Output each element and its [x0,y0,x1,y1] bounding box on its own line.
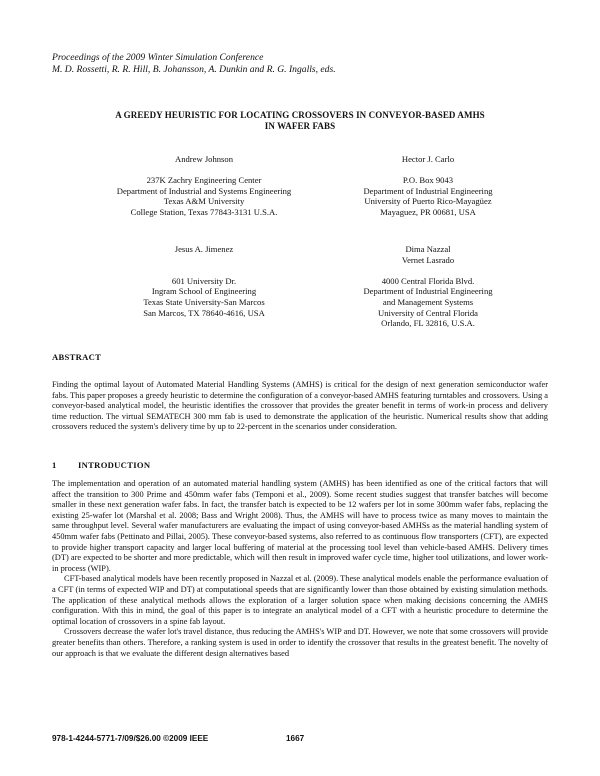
author-name: Andrew Johnson [174,154,233,164]
section-title: INTRODUCTION [78,460,151,470]
author-address-line: P.O. Box 9043 [402,175,454,186]
author-address-line: Department of Industrial and Systems Engineering [116,185,292,196]
author-address-line: Texas A&M University [163,196,245,207]
author-name: Dima Nazzal [405,244,451,254]
paper-title-line-1: A GREEDY HEURISTIC FOR LOCATING CROSSOVERS IN CONVEYOR-BASED AMHS [115,110,485,120]
proceedings-editors: M. D. Rossetti, R. R. Hill, B. Johansson, A. Dunkin and R. G. Ingalls, eds. [52,64,336,75]
author-address-line: University of Central Florida [377,307,478,318]
proceedings-title: Proceedings of the 2009 Winter Simulation Conference [52,52,264,63]
author-address-line: and Management Systems [382,296,474,307]
abstract-text: Finding the optimal layout of Automated Material Handling Systems (AMHS) is critical for the design of next generation semiconductor wafer fabs. This paper proposes a greedy heuristic to determine the configuration of a conveyor-based AMHS featuring turntables and crossovers. Using a conveyor-based analytical model, the heuristic identifies the crossover that provides the greater benefit in terms of work-in process and delivery time reduction. The virtual SEMATECH 300 mm fab is used to demonstrate the application of the heuristic. Numerical results show that adding crossovers reduced the system's delivery time by up to 22-percent in the scenarios under consideration. [52,380,548,432]
introduction-paragraph: Crossovers decrease the wafer lot's travel distance, thus reducing the AMHS's WIP and DT. However, we note that some crossovers will provide greater benefits than others. Therefore, a ranking system is used in order to identify the crossover that results in the greatest benefit. The novelty of our approach is that we evaluate the different design alternatives based [52,627,548,658]
author-address-line: Texas State University-San Marcos [143,296,265,307]
introduction-paragraph: The implementation and operation of an automated material handling system (AMHS) has been identified as one of the critical factors that will affect the transition to 300 Prime and 450mm wafer fabs (Temponi et al., 2009). Some recent studies suggest that transfer batches will become smaller in these next generation wafer fabs. In fact, the transfer batch is expected to be 12 wafers per lot in some 300mm wafer fabs, replacing the existing 25-wafer lot (Marshal et al. 2008; Bass and Wright 2008). Thus, the AMHS will have to process twice as many moves to maintain the same throughput level. Several wafer manufacturers are evaluating the impact of using conveyor-based AMHSs as the material handling system of 450mm wafer fabs (Pettinato and Pillai, 2005). These conveyor-based systems, also referred to as continuous flow transporters (CFT), are expected to provide higher transport capacity and larger local buffering of material at the processing tool level than vehicle-based AMHS. Delivery times (DT) are expected to be shorter and more predictable, which will then result in improved wafer cycle time, higher tool utilizations, and lower work-in process (WIP). [52,479,548,573]
paper-title [60,110,540,132]
proceedings-header [52,52,552,76]
author-name: Jesus A. Jimenez [174,244,234,254]
paper-title-line-2: IN WAFER FABS [264,121,336,131]
author-name-secondary: Vernet Lasrado [401,254,455,265]
author-block-carlo [318,154,538,218]
introduction-heading [52,460,150,470]
abstract-heading: ABSTRACT [52,352,102,362]
footer-isbn: 978-1-4244-5771-7/09/$26.00 ©2009 IEEE [52,734,209,743]
author-address-line: 4000 Central Florida Blvd. [381,275,475,286]
author-name: Hector J. Carlo [401,154,455,164]
author-address-line: Department of Industrial Engineering [363,185,493,196]
introduction-body [52,479,548,659]
author-address-line: Ingram School of Engineering [151,286,257,297]
section-number: 1 [52,460,57,470]
author-address-line: Mayaguez, PR 00681, USA [380,206,476,217]
author-block-nazzal-lasrado [318,244,538,329]
author-address-line: 237K Zachry Engineering Center [146,175,262,186]
author-address-line: Orlando, FL 32816, U.S.A. [381,318,475,329]
author-address-line: San Marcos, TX 78640-4616, USA [143,307,265,318]
author-address-line: Department of Industrial Engineering [363,286,493,297]
author-address-line: College Station, Texas 77843-3131 U.S.A. [130,206,278,217]
author-address-line: University of Puerto Rico-Mayagüez [364,196,492,207]
author-block-jimenez [94,244,314,318]
page-number: 1667 [286,734,305,743]
author-block-johnson [94,154,314,218]
author-address-line: 601 University Dr. [171,275,237,286]
introduction-paragraph: CFT-based analytical models have been recently proposed in Nazzal et al. (2009). These analytical models enable the performance evaluation of a CFT (in terms of expected WIP and DT) at computational speeds that are significantly lower than those obtained by existing simulation methods. The application of these analytical methods allows the exploration of a larger solution space when making decisions concerning the AMHS configuration. With this in mind, the goal of this paper is to integrate an analytical model of a CFT with a heuristic procedure to determine the optimal location of crossovers in a spine fab layout. [52,574,548,626]
